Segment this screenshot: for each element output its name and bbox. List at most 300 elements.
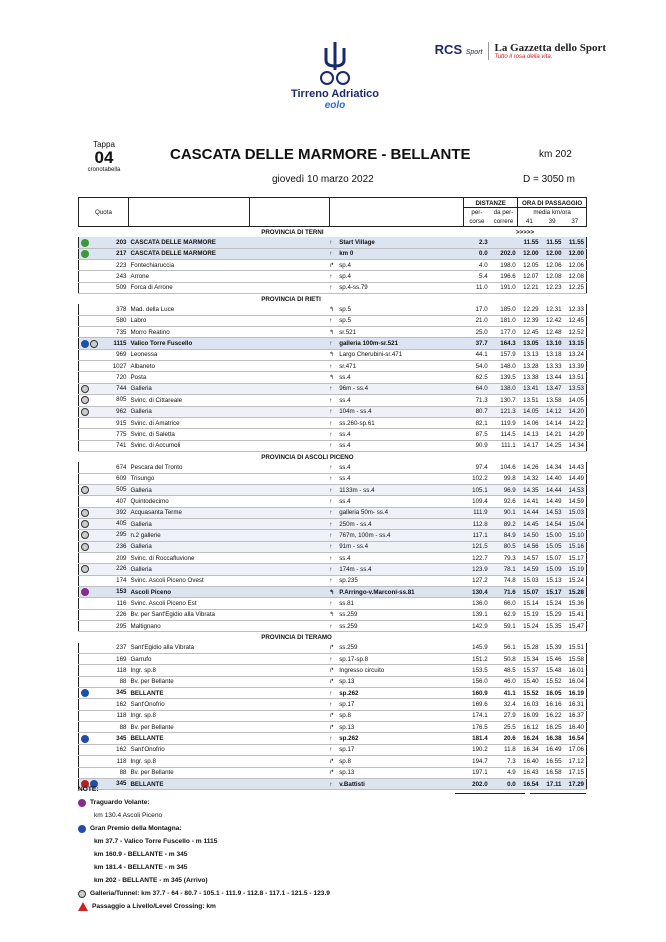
road-name: ss.4: [339, 554, 351, 562]
road-name: ss.4: [339, 463, 351, 471]
time-39: 15.05: [541, 541, 564, 552]
time-39: 15.09: [541, 564, 564, 575]
road-name: sp.13: [339, 678, 355, 686]
km-covered: 181.4: [464, 733, 490, 744]
road-name: sp.13: [339, 723, 355, 731]
altitude: 162: [116, 701, 127, 709]
table-row: [79, 237, 587, 248]
road: [249, 406, 463, 417]
time-41: 15.34: [518, 654, 541, 665]
tirreno-adriatico-logo: [290, 40, 380, 111]
time-37: 14.34: [564, 440, 587, 451]
direction-icon: ↱: [329, 644, 335, 652]
km-remaining: 25.5: [490, 722, 518, 733]
altitude: 392: [116, 508, 127, 516]
road-name: ss.4: [339, 497, 351, 505]
time-41: 14.41: [518, 496, 541, 507]
altitude: 735: [116, 328, 127, 336]
km-covered: 127.2: [464, 575, 490, 586]
location-name: Galleria: [128, 484, 249, 495]
table-row: [79, 248, 587, 259]
km-covered: 54.0: [464, 361, 490, 372]
km-remaining: 41.1: [490, 688, 518, 699]
location-name: Galleria: [128, 564, 249, 575]
km-covered: 123.9: [464, 564, 490, 575]
time-37: 16.31: [564, 699, 587, 710]
time-39: 15.46: [541, 654, 564, 665]
road: [249, 271, 463, 282]
road-name: 104m - ss.4: [339, 408, 372, 416]
road: [249, 587, 463, 598]
road: [249, 530, 463, 541]
time-39: 15.52: [541, 676, 564, 687]
covered-header: per- corse: [464, 208, 490, 227]
km-remaining: 79.3: [490, 552, 518, 563]
location-name: Pescara del Tronto: [128, 462, 249, 473]
location-name: Maltignano: [128, 621, 249, 632]
km-covered: 197.1: [464, 767, 490, 778]
direction-icon: ↑: [329, 419, 333, 427]
time-39: 13.44: [541, 372, 564, 383]
province-row: [79, 294, 587, 305]
time-37: 13.39: [564, 361, 587, 372]
row-icons: [81, 543, 89, 551]
road-name: sp.4-ss.79: [339, 284, 368, 292]
time-39: 15.07: [541, 552, 564, 563]
km-covered: 37.7: [464, 338, 490, 349]
time-39: 13.18: [541, 349, 564, 360]
time-39: 15.13: [541, 575, 564, 586]
time-39: 13.58: [541, 395, 564, 406]
direction-icon: ↑: [329, 655, 333, 663]
tunnel-icon: [81, 408, 89, 416]
time-37: 14.53: [564, 484, 587, 495]
km-remaining: 92.6: [490, 496, 518, 507]
time-39: 12.00: [541, 248, 564, 259]
direction-icon: ↑: [329, 554, 333, 562]
km-covered: 71.3: [464, 395, 490, 406]
time-37: 15.10: [564, 530, 587, 541]
km-remaining: 96.9: [490, 484, 518, 495]
direction-icon: ↰: [329, 351, 335, 359]
direction-icon: ↑: [329, 463, 333, 471]
time-41: 15.14: [518, 598, 541, 609]
road-name: sr.521: [339, 328, 357, 336]
time-41: 14.57: [518, 552, 541, 563]
table-row: [79, 338, 587, 349]
km-covered: 21.0: [464, 315, 490, 326]
time-39: 11.55: [541, 237, 564, 248]
altitude: 118: [116, 712, 127, 720]
road: [249, 237, 463, 248]
direction-icon: ↱: [329, 769, 335, 777]
table-row: [79, 327, 587, 338]
km-remaining: 56.1: [490, 643, 518, 654]
time-37: 16.04: [564, 676, 587, 687]
direction-icon: ↑: [329, 475, 333, 483]
altitude: 223: [116, 261, 127, 269]
road: [249, 609, 463, 620]
time-37: 13.53: [564, 383, 587, 394]
road: [249, 361, 463, 372]
speed-39: 39: [541, 217, 564, 227]
time-37: 15.58: [564, 654, 587, 665]
km-remaining: 114.5: [490, 429, 518, 440]
table-row: [79, 429, 587, 440]
time-39: 12.31: [541, 304, 564, 315]
road: [249, 484, 463, 495]
km-remaining: 138.0: [490, 383, 518, 394]
road: [249, 417, 463, 428]
km-covered: 160.9: [464, 688, 490, 699]
direction-icon: ↑: [329, 531, 333, 539]
location-name: Quintodecimo: [128, 496, 249, 507]
road: [249, 315, 463, 326]
time-41: 16.12: [518, 722, 541, 733]
altitude: 295: [116, 531, 127, 539]
kom-detail-4: km 202 - BELLANTE - m 345 (Arrivo): [94, 877, 208, 884]
km-covered: 90.9: [464, 440, 490, 451]
direction-icon: ↱: [329, 678, 335, 686]
table-row: [79, 349, 587, 360]
km-remaining: 119.9: [490, 417, 518, 428]
row-icons: [81, 689, 89, 697]
km-covered: 112.8: [464, 518, 490, 529]
time-39: 14.44: [541, 484, 564, 495]
time-39: 15.48: [541, 665, 564, 676]
time-37: 15.41: [564, 609, 587, 620]
tunnel-icon: [81, 531, 89, 539]
table-row: [79, 507, 587, 518]
altitude: 226: [116, 611, 127, 619]
road-name: galleria 100m-sr.521: [339, 340, 399, 348]
time-41: 14.56: [518, 541, 541, 552]
sponsors: [435, 42, 606, 60]
road: [249, 621, 463, 632]
road: [249, 338, 463, 349]
location-name: Ingr. sp.8: [128, 756, 249, 767]
direction-icon: ↑: [329, 317, 333, 325]
km-covered: 202.0: [464, 778, 490, 789]
km-remaining: 11.8: [490, 744, 518, 755]
table-row: [79, 643, 587, 654]
location-name: Svinc. di Accumoli: [128, 440, 249, 451]
stage-distance: km 202: [539, 149, 572, 160]
location-name: CASCATA DELLE MARMORE: [128, 237, 249, 248]
location-name: Valico Torre Fuscello: [128, 338, 249, 349]
road: [249, 564, 463, 575]
stage-date: giovedì 10 marzo 2022: [272, 174, 374, 185]
location-name: Leonessa: [128, 349, 249, 360]
km-covered: 62.5: [464, 372, 490, 383]
speed-37: 37: [564, 217, 587, 227]
location-name: Galleria: [128, 383, 249, 394]
altitude: 203: [116, 238, 127, 246]
road-name: ss.4: [339, 442, 351, 450]
time-39: 14.34: [541, 462, 564, 473]
direction-icon: ↑: [329, 689, 333, 697]
time-41: 14.26: [518, 462, 541, 473]
time-37: 14.22: [564, 417, 587, 428]
time-37: 14.43: [564, 462, 587, 473]
km-covered: 11.0: [464, 282, 490, 293]
row-icons: [81, 735, 89, 743]
time-41: 16.40: [518, 756, 541, 767]
location-name: Sant'Onofrio: [128, 744, 249, 755]
location-name: Trisungo: [128, 473, 249, 484]
time-37: 16.01: [564, 665, 587, 676]
direction-icon: ↑: [329, 520, 333, 528]
table-row: [79, 473, 587, 484]
table-row: [79, 530, 587, 541]
tunnel-icon: [81, 565, 89, 573]
road-name: ss.4: [339, 396, 351, 404]
location-name: Garrufo: [128, 654, 249, 665]
time-41: 14.44: [518, 507, 541, 518]
km-remaining: 198.0: [490, 260, 518, 271]
road-name: km 0: [339, 250, 354, 258]
km-remaining: 196.6: [490, 271, 518, 282]
altitude: 741: [116, 442, 127, 450]
time-41: 15.37: [518, 665, 541, 676]
road-name: sp.4: [339, 261, 351, 269]
logo-sub: eolo: [324, 100, 346, 111]
time-39: 12.08: [541, 271, 564, 282]
altitude: 915: [116, 419, 127, 427]
time-39: 14.14: [541, 417, 564, 428]
time-37: 14.49: [564, 473, 587, 484]
altitude: 969: [116, 351, 127, 359]
km-remaining: 157.9: [490, 349, 518, 360]
time-41: 13.05: [518, 338, 541, 349]
km-remaining: [490, 237, 518, 248]
tunnel-icon: [81, 385, 89, 393]
stage-info: [84, 140, 124, 173]
altitude: 217: [116, 249, 127, 257]
time-37: 12.08: [564, 271, 587, 282]
altitude: 295: [116, 622, 127, 630]
kom-icon: [81, 689, 89, 697]
time-39: 12.42: [541, 315, 564, 326]
row-icons: [81, 385, 89, 393]
road: [249, 767, 463, 778]
road-name: 96m - ss.4: [339, 385, 369, 393]
altitude: 174: [116, 577, 127, 585]
time-39: 14.40: [541, 473, 564, 484]
km-remaining: 99.8: [490, 473, 518, 484]
province-row: [79, 451, 587, 462]
km-remaining: 71.6: [490, 587, 518, 598]
km-covered: 174.1: [464, 710, 490, 721]
time-37: 13.15: [564, 338, 587, 349]
rcs-logo: RCS Sport: [434, 42, 483, 57]
kom-detail-3: km 181.4 - BELLANTE - m 345: [94, 864, 188, 871]
direction-icon: ↰: [329, 306, 335, 314]
time-37: 12.06: [564, 260, 587, 271]
time-37: 15.17: [564, 552, 587, 563]
table-row: [79, 767, 587, 778]
time-37: 14.20: [564, 406, 587, 417]
time-37: 15.28: [564, 587, 587, 598]
km-remaining: 130.7: [490, 395, 518, 406]
time-39: 14.54: [541, 518, 564, 529]
time-37: 17.15: [564, 767, 587, 778]
km-covered: 194.7: [464, 756, 490, 767]
road: [249, 541, 463, 552]
level-crossing-icon: [78, 902, 88, 911]
km-covered: 145.9: [464, 643, 490, 654]
time-41: 16.03: [518, 699, 541, 710]
time-41: 15.40: [518, 676, 541, 687]
tunnel-icon: [81, 543, 89, 551]
direction-icon: ↑: [329, 622, 333, 630]
table-row: [79, 676, 587, 687]
location-name: Svinc. di Amatrice: [128, 417, 249, 428]
notes-label: NOTE:: [78, 786, 99, 793]
table-row: [79, 733, 587, 744]
road-name: ss.259: [339, 644, 358, 652]
altitude: 153: [116, 588, 127, 596]
kom-icon: [81, 735, 89, 743]
location-name: Sant'Egidio alla Vibrata: [128, 643, 249, 654]
time-39: 14.12: [541, 406, 564, 417]
time-41: 16.24: [518, 733, 541, 744]
time-41: 14.50: [518, 530, 541, 541]
km-remaining: 90.1: [490, 507, 518, 518]
road-name: P.Arringo-v.Marconi-ss.81: [339, 588, 415, 596]
location-name: BELLANTE: [128, 688, 249, 699]
road: [249, 598, 463, 609]
province-name: PROVINCIA DI TERNI: [261, 228, 324, 236]
direction-icon: ↰: [329, 588, 335, 596]
time-37: 13.51: [564, 372, 587, 383]
time-41: 12.07: [518, 271, 541, 282]
time-39: 14.53: [541, 507, 564, 518]
road: [249, 429, 463, 440]
direction-icon: ↑: [329, 408, 333, 416]
road: [249, 733, 463, 744]
location-name: Ingr. sp.8: [128, 665, 249, 676]
location-name: Galleria: [128, 518, 249, 529]
row-icons: [81, 486, 89, 494]
altitude: 674: [116, 463, 127, 471]
elevation-gain: D = 3050 m: [523, 174, 575, 185]
road: [249, 349, 463, 360]
direction-icon: ↑: [329, 497, 333, 505]
time-39: 12.06: [541, 260, 564, 271]
time-39: 15.17: [541, 587, 564, 598]
km-remaining: 59.1: [490, 621, 518, 632]
km-covered: 102.2: [464, 473, 490, 484]
road-name: v.Battisti: [339, 780, 365, 788]
km-remaining: 4.9: [490, 767, 518, 778]
sprint-label: Traguardo Volante:: [90, 799, 150, 806]
road: [249, 688, 463, 699]
direction-icon: ↑: [329, 735, 333, 743]
location-name: Posta: [128, 372, 249, 383]
km-covered: 111.9: [464, 507, 490, 518]
tunnel-icon: [81, 509, 89, 517]
province-name: PROVINCIA DI ASCOLI PICENO: [261, 453, 354, 461]
km-remaining: 66.0: [490, 598, 518, 609]
time-37: 14.05: [564, 395, 587, 406]
road-name: sp.5: [339, 306, 351, 314]
stage-label: Tappa: [93, 140, 115, 149]
time-41: 15.07: [518, 587, 541, 598]
road-name: sp.8: [339, 712, 351, 720]
direction-icon: ↱: [329, 723, 335, 731]
km-covered: 2.3: [464, 237, 490, 248]
sprint-icon: [81, 588, 89, 596]
road-name: sp.262: [339, 735, 359, 743]
table-row: [79, 282, 587, 293]
direction-icon: ↑: [329, 430, 333, 438]
km-covered: 5.4: [464, 271, 490, 282]
km-covered: 156.0: [464, 676, 490, 687]
altitude: 1115: [113, 339, 127, 347]
table-row: [79, 552, 587, 563]
table-row: [79, 688, 587, 699]
time-37: 15.16: [564, 541, 587, 552]
kom-detail-2: km 160.9 - BELLANTE - m 345: [94, 851, 188, 858]
location-name: Bv. per Bellante: [128, 722, 249, 733]
altitude: 237: [116, 644, 127, 652]
table-row: [79, 518, 587, 529]
km-remaining: 111.1: [490, 440, 518, 451]
time-37: 16.40: [564, 722, 587, 733]
time-37: 12.33: [564, 304, 587, 315]
km-remaining: 181.0: [490, 315, 518, 326]
table-row: [79, 496, 587, 507]
time-41: 15.52: [518, 688, 541, 699]
time-41: 13.28: [518, 361, 541, 372]
km-remaining: 177.0: [490, 327, 518, 338]
km-covered: 121.5: [464, 541, 490, 552]
road-name: sp.4: [339, 273, 351, 281]
time-41: 13.41: [518, 383, 541, 394]
road-name: ss.4: [339, 430, 351, 438]
location-name: Svinc. Ascoli Piceno Est: [128, 598, 249, 609]
province-row: [79, 632, 587, 643]
km-remaining: 89.2: [490, 518, 518, 529]
road: [249, 462, 463, 473]
road: [249, 395, 463, 406]
time-41: 14.13: [518, 429, 541, 440]
time-41: 14.32: [518, 473, 541, 484]
time-41: 16.34: [518, 744, 541, 755]
time-39: 13.33: [541, 361, 564, 372]
location-name: Galleria: [128, 406, 249, 417]
table-row: [79, 564, 587, 575]
km-remaining: 48.5: [490, 665, 518, 676]
table-row: [79, 744, 587, 755]
road: [249, 304, 463, 315]
direction-icon: ↰: [329, 374, 335, 382]
altitude: 744: [116, 384, 127, 392]
direction-icon: ↑: [329, 284, 333, 292]
altitude: 405: [116, 520, 127, 528]
location-name: Svinc. di Cittareale: [128, 395, 249, 406]
location-name: Morro Reatino: [128, 327, 249, 338]
altitude: 226: [116, 565, 127, 573]
time-41: 12.21: [518, 282, 541, 293]
location-name: Bv. per Sant'Egidio alla Vibrata: [128, 609, 249, 620]
direction-icon: ↱: [329, 757, 335, 765]
altitude: 162: [116, 746, 127, 754]
km-remaining: 32.4: [490, 699, 518, 710]
table-row: [79, 417, 587, 428]
road-name: sp.235: [339, 577, 358, 585]
